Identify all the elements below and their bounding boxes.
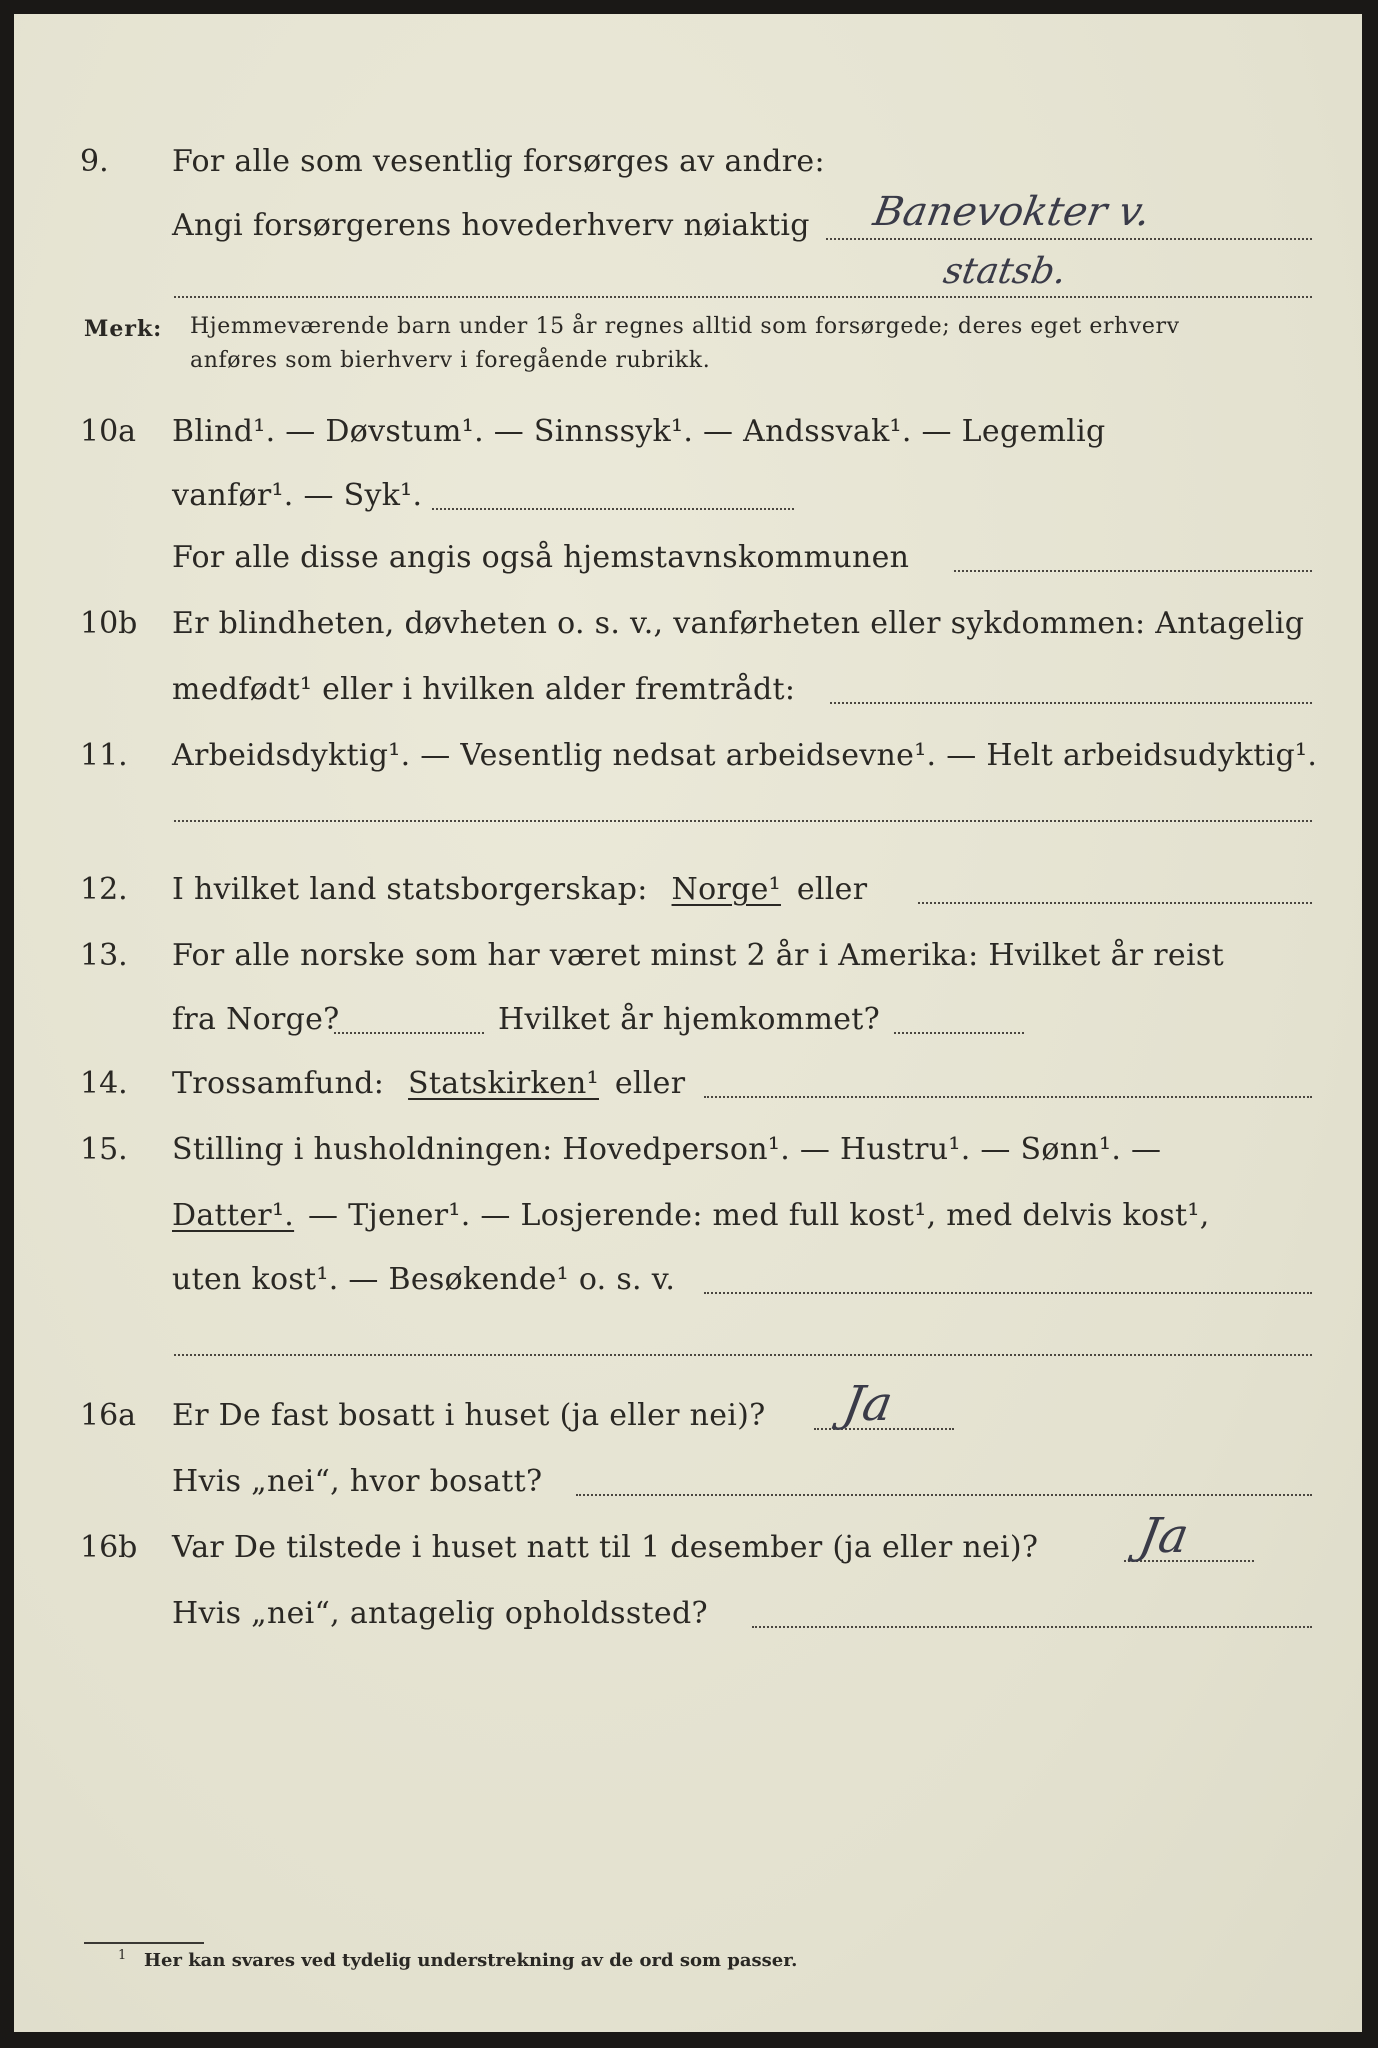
q10a-line2: vanfør¹. — Syk¹. xyxy=(172,478,423,513)
q10a-syk-line xyxy=(432,508,794,510)
q11-number: 11. xyxy=(80,738,128,773)
q14-suffix: eller xyxy=(614,1066,686,1101)
q16b-handwritten-answer: Ja xyxy=(1135,1508,1193,1564)
q12-suffix: eller xyxy=(796,872,868,907)
q14-underlined-answer: Statskirken¹ xyxy=(408,1066,599,1101)
q13-line2a: fra Norge? xyxy=(172,1002,340,1037)
q16a-bosatt-line xyxy=(576,1494,1312,1496)
footnote-rule xyxy=(84,1942,204,1944)
q15-line2-rest: — Tjener¹. — Losjerende: med full kost¹, med delvis kost¹, xyxy=(307,1198,1210,1233)
q13-number: 13. xyxy=(80,938,128,973)
q11-line1: Arbeidsdyktig¹. — Vesentlig nedsat arbeidsevne¹. — Helt arbeidsudyktig¹. xyxy=(172,738,1318,773)
q9-answer-line-2 xyxy=(174,296,1312,298)
q15-answer-line-2 xyxy=(174,1354,1312,1356)
q16b-number: 16b xyxy=(80,1530,138,1565)
merk-label: Merk: xyxy=(84,316,163,342)
q16a-number: 16a xyxy=(80,1398,137,1433)
q15-number: 15. xyxy=(80,1132,128,1167)
q16a-line2: Hvis „nei“, hvor bosatt? xyxy=(172,1464,543,1499)
q14-answer-line xyxy=(704,1096,1312,1098)
merk-line1: Hjemmeværende barn under 15 år regnes alltid som forsørgede; deres eget erhverv xyxy=(190,314,1180,339)
q11-answer-line xyxy=(174,820,1312,822)
footnote-mark: 1 xyxy=(118,1948,127,1963)
q14-text xyxy=(172,1064,685,1104)
q16b-line2: Hvis „nei“, antagelig opholdssted? xyxy=(172,1596,708,1631)
q10b-line2: medfødt¹ eller i hvilken alder fremtrådt: xyxy=(172,672,796,707)
q10a-line1: Blind¹. — Døvstum¹. — Sinnssyk¹. — Andssvak¹. — Legemlig xyxy=(172,414,1106,449)
q12-number: 12. xyxy=(80,872,128,907)
q9-line2: Angi forsørgerens hovederhverv nøiaktig xyxy=(172,208,810,243)
q9-handwritten-answer-2: statsb. xyxy=(940,251,1070,292)
q15-underlined-answer: Datter¹. xyxy=(172,1198,295,1233)
q12-underlined-answer: Norge¹ xyxy=(671,872,781,907)
q9-answer-line-1 xyxy=(826,238,1312,240)
q12-text xyxy=(172,870,867,910)
q9-line1: For alle som vesentlig forsørges av andre: xyxy=(172,144,825,179)
q12-answer-line xyxy=(918,902,1312,904)
q10b-answer-line xyxy=(830,702,1312,704)
q13-year-left-line xyxy=(334,1032,484,1034)
q12-prefix: I hvilket land statsborgerskap: xyxy=(172,872,648,907)
q14-prefix: Trossamfund: xyxy=(172,1066,385,1101)
q15-answer-line-1 xyxy=(704,1292,1312,1294)
q16b-line1: Var De tilstede i huset natt til 1 desember (ja eller nei)? xyxy=(172,1530,1039,1565)
q16a-line1: Er De fast bosatt i huset (ja eller nei)? xyxy=(172,1398,766,1433)
q13-year-returned-line xyxy=(894,1032,1024,1034)
q15-line2 xyxy=(172,1196,1210,1236)
footnote-text: Her kan svares ved tydelig understrekning av de ord som passer. xyxy=(144,1950,798,1971)
q10a-line3: For alle disse angis også hjemstavnskommunen xyxy=(172,540,910,575)
q15-line1: Stilling i husholdningen: Hovedperson¹. — Hustru¹. — Sønn¹. — xyxy=(172,1132,1162,1167)
q9-number: 9. xyxy=(80,144,109,179)
q10b-number: 10b xyxy=(80,606,138,641)
q14-number: 14. xyxy=(80,1066,128,1101)
q10a-hjemstavn-line xyxy=(954,570,1312,572)
merk-line2: anføres som bierhverv i foregående rubrikk. xyxy=(190,348,711,373)
q9-handwritten-answer-1: Banevokter v. xyxy=(869,189,1154,235)
q16b-opholdssted-line xyxy=(752,1626,1312,1628)
q10b-line1: Er blindheten, døvheten o. s. v., vanførheten eller sykdommen: Antagelig xyxy=(172,606,1305,641)
q16a-handwritten-answer: Ja xyxy=(839,1376,897,1432)
q15-line3: uten kost¹. — Besøkende¹ o. s. v. xyxy=(172,1262,676,1297)
q13-line2b: Hvilket år hjemkommet? xyxy=(498,1002,881,1037)
q10a-number: 10a xyxy=(80,414,137,449)
q13-line1: For alle norske som har været minst 2 år i Amerika: Hvilket år reist xyxy=(172,938,1224,973)
census-form-page xyxy=(14,14,1362,2032)
